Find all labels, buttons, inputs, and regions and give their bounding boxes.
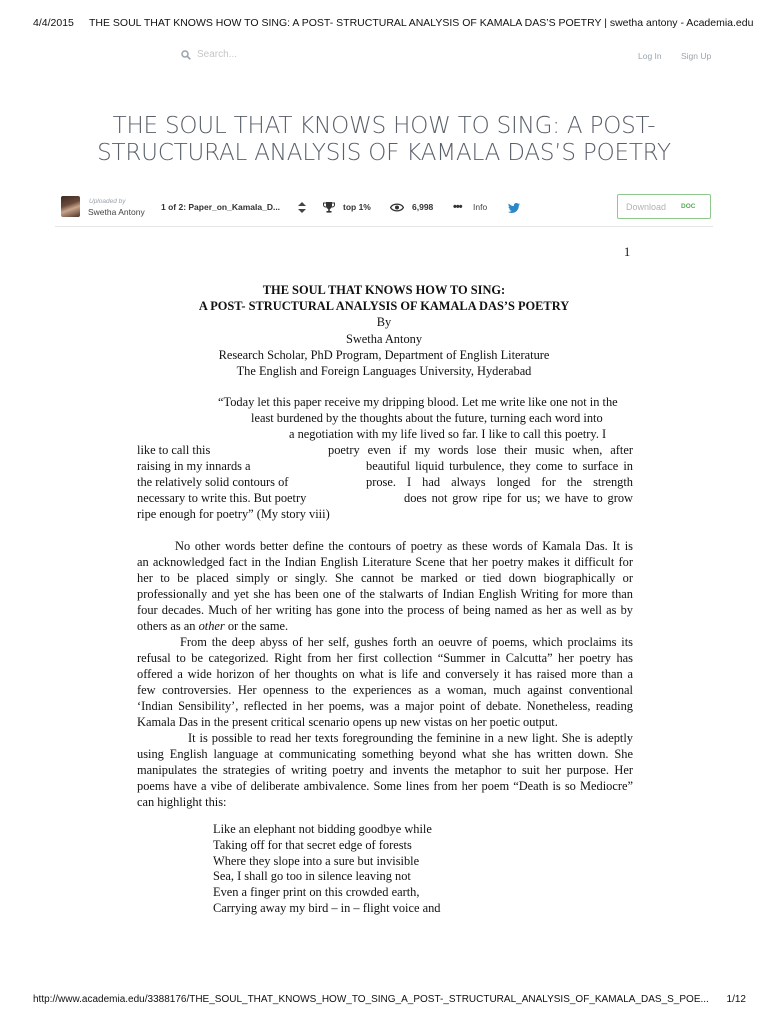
body-line: No other words better define the contours of poetry as these words of Kamala Das. It is	[175, 539, 633, 553]
rank-badge: top 1%	[343, 202, 371, 212]
poem-line: Carrying away my bird – in – flight voice and	[213, 900, 441, 915]
body-line: It is possible to read her texts foregrounding the feminine in a new light. She is adeptly	[188, 731, 633, 745]
epigraph-line: a negotiation with my life lived so far. I like to call this poetry. I	[289, 427, 607, 441]
epigraph-line-right: poetry even if my words lose their music when, after	[328, 443, 633, 457]
document-title	[60, 113, 708, 167]
paper-heading-line-2: A POST- STRUCTURAL ANALYSIS OF KAMALA DAS’S POETRY	[198, 299, 570, 314]
more-options-icon[interactable]: •••	[453, 201, 462, 213]
eye-icon	[390, 203, 404, 212]
body-line: an acknowledged fact in the Indian English Literature Scene that her poetry makes it difficult for	[137, 555, 633, 569]
paper-affiliation-1: Research Scholar, PhD Program, Department of English Literature	[218, 347, 550, 362]
signup-link[interactable]: Sign Up	[681, 51, 712, 61]
body-line: refusal to be categorized. Right from her first collection “Summer in Calcutta” her poetry has	[137, 651, 633, 665]
paper-author: Swetha Antony	[345, 331, 423, 346]
sort-arrows-icon[interactable]	[298, 202, 306, 213]
body-line-end	[137, 619, 288, 634]
body-line: poems have a vibe of deliberate ambivalence. Some lines from her poem “Death is so Mediocre”	[137, 779, 633, 793]
body-line: four decades. Much of her writing has gone into the process of being named as her as well as by	[137, 603, 633, 617]
poem-line: Where they slope into a sure but invisible	[213, 853, 420, 868]
uploader-avatar[interactable]	[61, 196, 80, 217]
body-text: or the same.	[224, 619, 289, 633]
print-url: http://www.academia.edu/3388176/THE_SOUL_THAT_KNOWS_HOW_TO_SING_A_POST-_STRUCTURAL_ANALYSIS_OF_KAMALA_DAS_S_POE...	[33, 994, 709, 1005]
body-line: manipulates the strategies of writing poetry and invents the metaphor to suit her purpose. Her	[137, 763, 633, 777]
document-meta-bar	[55, 190, 713, 224]
print-page-title: THE SOUL THAT KNOWS HOW TO SING: A POST- STRUCTURAL ANALYSIS OF KAMALA DAS’S POETRY | swetha antony - Academia.edu	[89, 17, 754, 29]
body-line: offered a wide horizon of her thoughts on what is life and conversely it has raised more than a	[137, 667, 633, 681]
epigraph-line-left: necessary to write this. But poetry	[137, 491, 307, 505]
paper-heading-line-1: THE SOUL THAT KNOWS HOW TO SING:	[262, 283, 506, 297]
uploader-name[interactable]: Swetha Antony	[88, 207, 145, 217]
body-line: her to be placed simply or singly. She cannot be marked or tied down biographically or	[137, 571, 633, 585]
poem-quote	[213, 822, 440, 917]
twitter-icon[interactable]	[508, 203, 520, 213]
download-label: Download	[626, 202, 667, 212]
document-title-line-2: STRUCTURAL ANALYSIS OF KAMALA DAS’S POETRY	[97, 140, 671, 166]
poem-line: Taking off for that secret edge of forests	[213, 837, 412, 852]
view-count: 6,998	[412, 202, 434, 212]
print-page-count: 1/12	[726, 994, 746, 1005]
epigraph-line-left: like to call this	[137, 443, 211, 457]
epigraph-line-left: the relatively solid contours of	[137, 475, 289, 489]
body-text: others as an	[137, 619, 199, 633]
top-nav	[0, 49, 768, 69]
body-line: From the deep abyss of her self, gushes forth an oeuvre of poems, which proclaims its	[180, 635, 633, 649]
body-line: ‘Indian Sensibility’, reflected in her poems, was a major point of debate. Nonetheless, reading	[137, 699, 633, 713]
search-box[interactable]	[181, 49, 317, 60]
paper-heading-block	[0, 282, 768, 379]
document-title-line-1: THE SOUL THAT KNOWS HOW TO SING: A POST-	[112, 113, 656, 139]
paper-page-number: 1	[624, 245, 631, 259]
print-date: 4/4/2015	[33, 17, 74, 29]
search-icon	[181, 50, 191, 60]
meta-divider	[55, 226, 713, 227]
body-line-end: can highlight this:	[137, 795, 227, 809]
body-emphasis: other	[198, 619, 225, 633]
paper-affiliation-2: The English and Foreign Languages University, Hyderabad	[236, 364, 532, 379]
body-line: few controversies. Her openness to the experiences as a woman, much against conventional	[137, 683, 633, 697]
paper-by: By	[376, 315, 392, 330]
uploaded-by-label: Uploaded by	[89, 198, 126, 205]
trophy-icon	[323, 202, 335, 213]
body-line-end: Kamala Das in the present critical scenario opens up new vistas on her poetic output.	[137, 715, 558, 729]
body-line: using English language at communicating something beyond what she has written down. She	[137, 747, 633, 761]
body-line: professionally and yet she has been one of the stalwarts of Indian English Writing for more than	[137, 587, 633, 601]
file-selector[interactable]: 1 of 2: Paper_on_Kamala_D...	[161, 202, 281, 212]
epigraph-line-right: prose. I had always longed for the strength	[366, 475, 633, 489]
info-button[interactable]: Info	[473, 202, 488, 212]
poem-line: Sea, I shall go too in silence leaving not	[213, 869, 411, 884]
search-input[interactable]	[197, 49, 317, 60]
poem-line: Like an elephant not bidding goodbye while	[213, 822, 432, 836]
epigraph-line-left: raising in my innards a	[137, 459, 251, 473]
download-format-badge: DOC	[681, 203, 696, 210]
poem-line: Even a finger print on this crowded earth,	[213, 885, 420, 900]
epigraph-line-right: beautiful liquid turbulence, they come to surface in	[366, 459, 633, 473]
epigraph-line-right: does not grow ripe for us; we have to grow	[404, 491, 633, 505]
epigraph-line: least burdened by the thoughts about the future, turning each word into	[251, 411, 603, 425]
epigraph-end: ripe enough for poetry” (My story viii)	[137, 507, 330, 521]
download-button[interactable]	[617, 194, 711, 219]
epigraph-line: “Today let this paper receive my dripping blood. Let me write like one not in the	[218, 395, 618, 409]
login-link[interactable]: Log In	[638, 51, 662, 61]
